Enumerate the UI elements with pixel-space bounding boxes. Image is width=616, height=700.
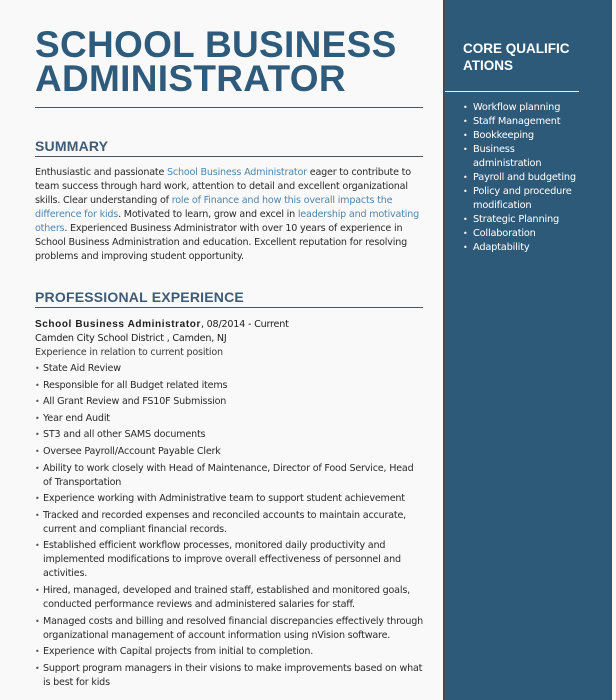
job-bullet bbox=[35, 509, 423, 537]
job-title: School Business Administrator bbox=[35, 319, 201, 330]
sidebar-divider bbox=[445, 91, 579, 92]
summary-link-job-title[interactable]: School Business Administrator bbox=[167, 167, 307, 178]
job-bullet bbox=[35, 492, 423, 506]
job-bullet-text: Established efficient workflow processes, monitored daily productivity and implemented modifications to improve overall effectiveness of personnel and activities. bbox=[43, 540, 401, 580]
qualification-text: Adaptability bbox=[473, 242, 530, 253]
qualification-item bbox=[463, 171, 603, 185]
qualification-item bbox=[463, 115, 603, 129]
qualification-item bbox=[463, 241, 603, 255]
bullet-icon: • bbox=[35, 585, 40, 595]
experience-heading: PROFESSIONAL EXPERIENCE bbox=[35, 289, 423, 308]
bullet-icon: • bbox=[35, 413, 40, 423]
bullet-icon: • bbox=[463, 187, 468, 196]
qualification-text: Bookkeeping bbox=[473, 130, 534, 141]
summary-link-finance-role[interactable]: role of Finance and how this overall impacts the difference for kids bbox=[35, 195, 393, 220]
bullet-icon: • bbox=[463, 131, 468, 140]
bullet-icon: • bbox=[463, 215, 468, 224]
qualification-item bbox=[463, 227, 603, 241]
bullet-icon: • bbox=[35, 397, 40, 407]
job-bullet-text: All Grant Review and FS10F Submission bbox=[43, 396, 227, 408]
job-bullet-text: Support program managers in their visions to make improvements based on what is best for kids bbox=[43, 662, 423, 688]
job-bullet-text: Experience with Capital projects from initial to completion. bbox=[43, 646, 314, 658]
qualification-text: Staff Management bbox=[473, 116, 561, 127]
summary-text bbox=[35, 166, 423, 264]
qualification-text: Payroll and budgeting bbox=[473, 172, 576, 183]
summary-segment: . Experienced Business Administrator with over 10 years of experience in School Business Administration and education. Excellent reputation for resolving problems and improving student opportunity. bbox=[35, 223, 407, 262]
job-bullet-text: State Aid Review bbox=[43, 363, 121, 374]
qualification-text: Workflow planning bbox=[473, 102, 561, 113]
bullet-icon: • bbox=[35, 364, 40, 373]
bullet-icon: • bbox=[35, 510, 40, 520]
summary-segment: eager to contribute to team success through hard work, attention to detail and excellent organizational skills. Clear understanding of bbox=[35, 167, 411, 206]
bullet-icon: • bbox=[35, 446, 40, 456]
job-entry bbox=[35, 318, 423, 692]
bullet-icon: • bbox=[463, 103, 468, 112]
job-bullet-text: Year end Audit bbox=[43, 412, 110, 424]
job-company: Camden City School District , Camden, NJ bbox=[35, 333, 227, 344]
job-bullet-text: ST3 and all other SAMS documents bbox=[43, 429, 206, 441]
sidebar bbox=[443, 0, 612, 700]
bullet-icon: • bbox=[35, 463, 40, 473]
bullet-icon: • bbox=[463, 117, 468, 126]
job-bullet bbox=[35, 445, 423, 459]
job-bullet bbox=[35, 395, 423, 409]
job-bullet-list bbox=[35, 362, 423, 690]
job-bullet bbox=[35, 412, 423, 426]
job-bullet bbox=[35, 662, 423, 690]
qualification-item bbox=[463, 129, 603, 143]
job-bullet bbox=[35, 379, 423, 393]
core-qualifications-heading: CORE QUALIFICATIONS bbox=[463, 41, 570, 73]
job-bullet-text: Tracked and recorded expenses and reconciled accounts to maintain accurate, current and compliant financial records. bbox=[43, 509, 407, 535]
job-bullet bbox=[35, 615, 423, 643]
job-bullet-text: Responsible for all Budget related items bbox=[43, 379, 228, 391]
job-bullet-text: Managed costs and billing and resolved financial discrepancies effectively through organizational management of account information using nVision software. bbox=[43, 615, 424, 641]
qualification-text: Collaboration bbox=[473, 228, 536, 239]
job-bullet bbox=[35, 428, 423, 442]
job-bullet-text: Experience working with Administrative team to support student achievement bbox=[43, 493, 405, 505]
job-description: Experience in relation to current position bbox=[35, 347, 223, 358]
bullet-icon: • bbox=[463, 173, 468, 182]
job-bullet bbox=[35, 462, 423, 490]
qualification-text: Business administration bbox=[473, 144, 542, 169]
bullet-icon: • bbox=[463, 145, 468, 154]
title-line-1: SCHOOL BUSINESS bbox=[35, 24, 397, 65]
qualifications-list bbox=[463, 101, 603, 255]
bullet-icon: • bbox=[463, 243, 468, 252]
qualification-item bbox=[463, 101, 603, 115]
title-line-2: ADMINISTRATOR bbox=[35, 58, 346, 99]
job-title-line bbox=[35, 318, 423, 332]
summary-heading: SUMMARY bbox=[35, 138, 423, 157]
bullet-icon: • bbox=[35, 494, 40, 504]
qualification-text: Strategic Planning bbox=[473, 214, 560, 225]
bullet-icon: • bbox=[35, 430, 40, 440]
job-bullet bbox=[35, 539, 423, 581]
title-divider bbox=[35, 107, 423, 108]
job-bullet-text: Oversee Payroll/Account Payable Clerk bbox=[43, 445, 221, 457]
job-bullet bbox=[35, 584, 423, 612]
job-bullet-text: Hired, managed, developed and trained staff, established and monitored goals, conducted performance reviews and administered salaries for staff. bbox=[43, 584, 410, 610]
summary-segment: Enthusiastic and passionate bbox=[35, 167, 168, 178]
bullet-icon: • bbox=[35, 541, 40, 551]
resume-title bbox=[35, 24, 397, 99]
job-bullet bbox=[35, 362, 423, 376]
qualification-item bbox=[463, 185, 603, 213]
bullet-icon: • bbox=[35, 380, 40, 390]
job-bullet-text: Ability to work closely with Head of Maintenance, Director of Food Service, Head of Transportation bbox=[43, 462, 414, 488]
qualification-text: Policy and procedure modification bbox=[473, 186, 572, 211]
bullet-icon: • bbox=[35, 616, 40, 626]
job-bullet bbox=[35, 645, 423, 659]
bullet-icon: • bbox=[35, 663, 40, 673]
qualification-item bbox=[463, 143, 603, 171]
summary-link-leadership[interactable]: leadership and motivating others bbox=[35, 209, 420, 234]
qualification-item bbox=[463, 213, 603, 227]
summary-segment: . Motivated to learn, grow and excel in bbox=[118, 209, 298, 220]
bullet-icon: • bbox=[463, 229, 468, 238]
job-dates: , 08/2014 - Current bbox=[200, 319, 289, 330]
bullet-icon: • bbox=[35, 647, 40, 657]
